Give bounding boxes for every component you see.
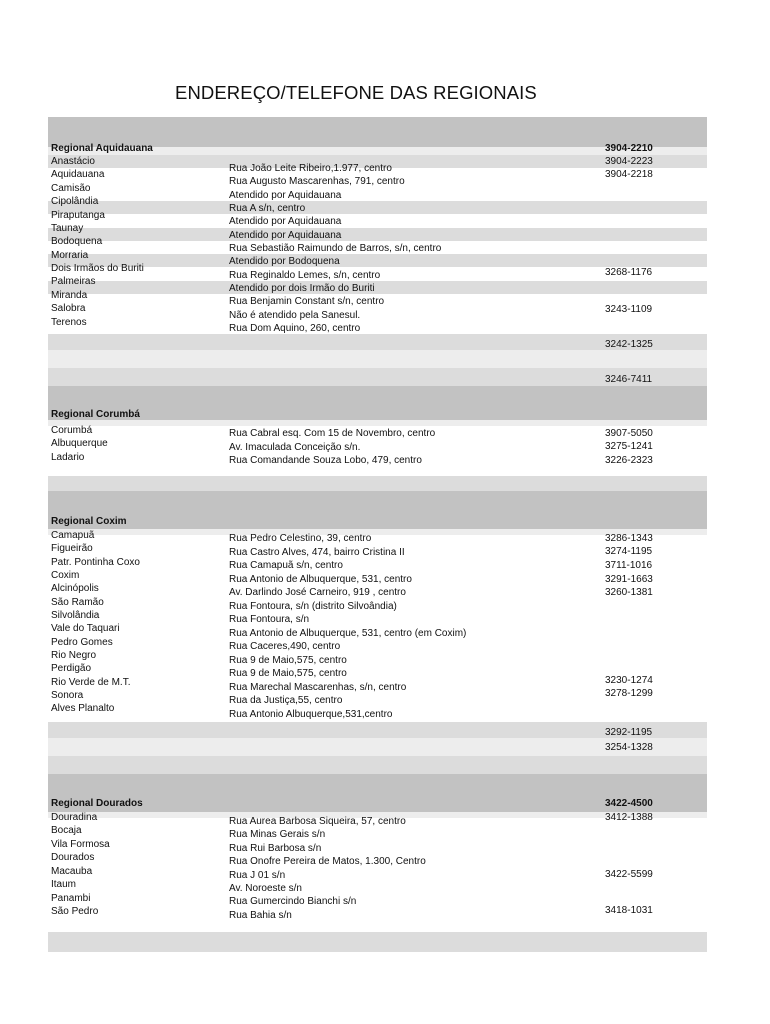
city-name: Bocaja — [51, 825, 82, 836]
city-name: Morraria — [51, 250, 89, 261]
city-name: Corumbá — [51, 425, 93, 436]
city-name: Patr. Pontinha Coxo — [51, 557, 140, 568]
phone-number: 3711-1016 — [605, 560, 653, 571]
address: Rua Minas Gerais s/n — [229, 829, 326, 840]
table-band — [48, 476, 707, 491]
address: Av. Darlindo José Carneiro, 919 , centro — [229, 587, 406, 598]
address: Rua Antonio Albuquerque,531,centro — [229, 709, 393, 720]
phone-number: 3291-1663 — [605, 574, 653, 585]
address: Rua Camapuã s/n, centro — [229, 560, 343, 571]
phone-number: 3246-7411 — [605, 374, 653, 385]
city-name: Dois Irmãos do Buriti — [51, 263, 144, 274]
city-name: São Pedro — [51, 906, 99, 917]
city-name: Panambi — [51, 893, 91, 904]
address: Rua Benjamin Constant s/n, centro — [229, 296, 385, 307]
city-name: Rio Negro — [51, 650, 97, 661]
address: Atendido por dois Irmão do Buriti — [229, 283, 375, 294]
phone-number: 3278-1299 — [605, 688, 653, 699]
table-band — [48, 756, 707, 774]
phone-number: 3292-1195 — [605, 727, 653, 738]
address: Rua A s/n, centro — [229, 203, 306, 214]
phone-number: 3243-1109 — [605, 304, 653, 315]
address: Rua Pedro Celestino, 39, centro — [229, 533, 372, 544]
address: Rua Antonio de Albuquerque, 531, centro (em Coxim) — [229, 628, 467, 639]
phone-number: 3412-1388 — [605, 812, 653, 823]
table-band — [48, 281, 707, 294]
city-name: Itaum — [51, 879, 77, 890]
city-name: São Ramão — [51, 597, 104, 608]
address: Rua Caceres,490, centro — [229, 641, 341, 652]
address: Av. Noroeste s/n — [229, 883, 302, 894]
city-name: Miranda — [51, 290, 88, 301]
table-band — [48, 420, 707, 426]
address: Rua Gumercindo Bianchi s/n — [229, 896, 357, 907]
address: Av. Imaculada Conceição s/n. — [229, 442, 361, 453]
phone-number: 3904-2223 — [605, 156, 653, 167]
table-band — [48, 201, 707, 214]
section-header: Regional Dourados — [51, 798, 143, 809]
section-header: Regional Aquidauana — [51, 143, 153, 154]
address: Rua Dom Aquino, 260, centro — [229, 323, 361, 334]
phone-number: 3268-1176 — [605, 267, 653, 278]
city-name: Salobra — [51, 303, 86, 314]
phone-number: 3904-2218 — [605, 169, 653, 180]
city-name: Albuquerque — [51, 438, 108, 449]
city-name: Taunay — [51, 223, 84, 234]
table-band — [48, 254, 707, 267]
city-name: Aquidauana — [51, 169, 105, 180]
address: Rua J 01 s/n — [229, 870, 286, 881]
city-name: Terenos — [51, 317, 87, 328]
city-name: Macauba — [51, 866, 93, 877]
city-name: Pedro Gomes — [51, 637, 113, 648]
phone-number: 3230-1274 — [605, 675, 653, 686]
city-name: Cipolândia — [51, 196, 99, 207]
phone-number: 3275-1241 — [605, 441, 653, 452]
table-band — [48, 228, 707, 241]
city-name: Dourados — [51, 852, 95, 863]
address: Rua Castro Alves, 474, bairro Cristina II — [229, 547, 405, 558]
phone-number: 3274-1195 — [605, 546, 653, 557]
address: Rua Fontoura, s/n (distrito Silvoândia) — [229, 601, 397, 612]
phone-number: 3907-5050 — [605, 428, 653, 439]
address: Rua 9 de Maio,575, centro — [229, 655, 347, 666]
address: Rua Fontoura, s/n — [229, 614, 310, 625]
address: Rua Onofre Pereira de Matos, 1.300, Centro — [229, 856, 426, 867]
phone-number: 3242-1325 — [605, 339, 653, 350]
address: Atendido por Aquidauana — [229, 190, 342, 201]
city-name: Alves Planalto — [51, 703, 115, 714]
city-name: Bodoquena — [51, 236, 103, 247]
phone-number: 3286-1343 — [605, 533, 653, 544]
phone-number: 3418-1031 — [605, 905, 653, 916]
city-name: Alcinópolis — [51, 583, 99, 594]
address: Rua Augusto Mascarenhas, 791, centro — [229, 176, 405, 187]
page-title: ENDEREÇO/TELEFONE DAS REGIONAIS — [175, 82, 537, 103]
address: Rua Sebastião Raimundo de Barros, s/n, centro — [229, 243, 442, 254]
phone-number: 3226-2323 — [605, 455, 653, 466]
address: Atendido por Aquidauana — [229, 216, 342, 227]
address: Atendido por Aquidauana — [229, 230, 342, 241]
table-band — [48, 932, 707, 952]
city-name: Piraputanga — [51, 210, 105, 221]
address: Rua 9 de Maio,575, centro — [229, 668, 347, 679]
phone-number: 3422-5599 — [605, 869, 653, 880]
city-name: Anastácio — [51, 156, 95, 167]
city-name: Vila Formosa — [51, 839, 110, 850]
table-band — [48, 386, 707, 420]
city-name: Silvolândia — [51, 610, 100, 621]
city-name: Coxim — [51, 570, 80, 581]
city-name: Camapuã — [51, 530, 95, 541]
city-name: Vale do Taquari — [51, 623, 120, 634]
address: Não é atendido pela Sanesul. — [229, 310, 361, 321]
address: Rua João Leite Ribeiro,1.977, centro — [229, 163, 392, 174]
address: Rua da Justiça,55, centro — [229, 695, 343, 706]
section-header: Regional Coxim — [51, 516, 127, 527]
address: Rua Reginaldo Lemes, s/n, centro — [229, 270, 381, 281]
address: Atendido por Bodoquena — [229, 256, 340, 267]
address: Rua Marechal Mascarenhas, s/n, centro — [229, 682, 407, 693]
phone-number: 3254-1328 — [605, 742, 653, 753]
address: Rua Rui Barbosa s/n — [229, 843, 322, 854]
city-name: Douradina — [51, 812, 98, 823]
section-header: Regional Corumbá — [51, 409, 140, 420]
phone-number: 3260-1381 — [605, 587, 653, 598]
table-band — [48, 350, 707, 368]
address: Rua Antonio de Albuquerque, 531, centro — [229, 574, 412, 585]
city-name: Sonora — [51, 690, 84, 701]
section-phone: 3904-2210 — [605, 143, 653, 154]
address: Rua Aurea Barbosa Siqueira, 57, centro — [229, 816, 406, 827]
section-phone: 3422-4500 — [605, 798, 653, 809]
address: Rua Cabral esq. Com 15 de Novembro, centro — [229, 428, 436, 439]
city-name: Perdigão — [51, 663, 92, 674]
city-name: Figueirão — [51, 543, 93, 554]
city-name: Rio Verde de M.T. — [51, 677, 131, 688]
city-name: Camisão — [51, 183, 91, 194]
city-name: Palmeiras — [51, 276, 96, 287]
city-name: Ladario — [51, 452, 85, 463]
table-band — [48, 491, 707, 529]
address: Rua Comandande Souza Lobo, 479, centro — [229, 455, 422, 466]
address: Rua Bahia s/n — [229, 910, 292, 921]
